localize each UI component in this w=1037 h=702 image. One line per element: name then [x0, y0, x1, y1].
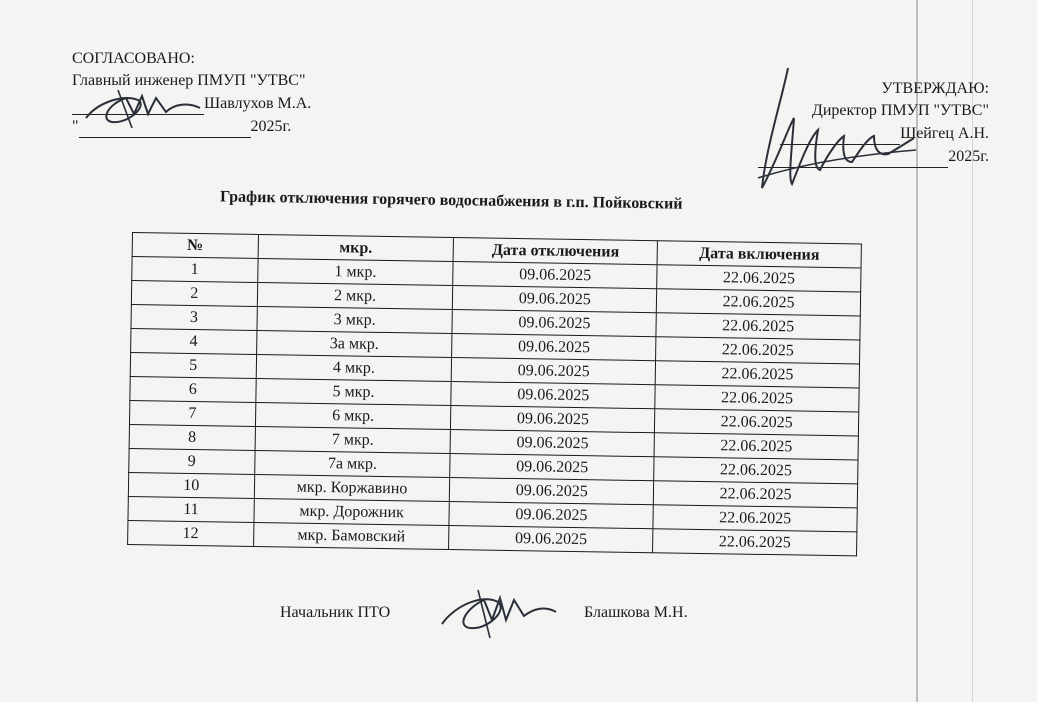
row-district: 2 мкр. [257, 282, 453, 309]
signature-left-image [78, 84, 208, 134]
approval-left-position: Главный инженер ПМУП "УТВС" [72, 72, 306, 89]
header-number: № [132, 233, 258, 259]
approval-left-year: 2025г. [250, 118, 292, 135]
row-on-date: 22.06.2025 [657, 265, 861, 292]
schedule-table [127, 232, 862, 556]
row-off-date: 09.06.2025 [452, 358, 656, 385]
header-district: мкр. [258, 234, 454, 261]
header-off-date: Дата отключения [453, 238, 657, 265]
row-off-date: 09.06.2025 [453, 262, 657, 289]
row-number: 11 [128, 496, 254, 522]
row-district: 7 мкр. [255, 426, 451, 453]
approval-left-date-quote: " [72, 118, 79, 135]
row-on-date: 22.06.2025 [655, 361, 859, 388]
header-on-date: Дата включения [657, 241, 861, 268]
row-on-date: 22.06.2025 [654, 457, 858, 484]
row-off-date: 09.06.2025 [450, 478, 654, 505]
row-off-date: 09.06.2025 [449, 502, 653, 529]
row-off-date: 09.06.2025 [449, 526, 653, 553]
row-district: 7а мкр. [254, 450, 450, 477]
approval-right-name: Шейгец А.Н. [900, 125, 989, 142]
row-number: 4 [131, 328, 257, 354]
signature-footer-image [432, 584, 562, 644]
row-number: 6 [130, 376, 256, 402]
row-off-date: 09.06.2025 [451, 406, 655, 433]
row-district: мкр. Бамовский [253, 522, 449, 549]
row-off-date: 09.06.2025 [452, 310, 656, 337]
footer-position: Начальник ПТО [280, 604, 391, 621]
schedule-table-wrap [127, 232, 862, 556]
row-district: 6 мкр. [255, 402, 451, 429]
row-on-date: 22.06.2025 [656, 289, 860, 316]
row-district: 5 мкр. [256, 378, 452, 405]
row-on-date: 22.06.2025 [653, 529, 857, 556]
row-district: 3 мкр. [257, 306, 453, 333]
row-number: 1 [132, 257, 258, 283]
table-body [128, 257, 861, 556]
row-on-date: 22.06.2025 [653, 505, 857, 532]
row-number: 5 [130, 352, 256, 378]
row-district: 1 мкр. [257, 258, 453, 285]
row-district: мкр. Дорожник [254, 498, 450, 525]
approval-left-heading: СОГЛАСОВАНО: [72, 50, 195, 67]
signature-right-image [748, 58, 918, 198]
approval-right-year: 2025г. [948, 148, 989, 165]
footer-name: Блашкова М.Н. [584, 604, 688, 621]
row-district: 4 мкр. [256, 354, 452, 381]
row-off-date: 09.06.2025 [450, 430, 654, 457]
row-number: 9 [129, 448, 255, 474]
row-number: 12 [128, 520, 254, 546]
row-on-date: 22.06.2025 [655, 409, 859, 436]
row-on-date: 22.06.2025 [653, 481, 857, 508]
approval-right-heading: УТВЕРЖДАЮ: [881, 80, 989, 97]
row-number: 8 [129, 424, 255, 450]
row-number: 10 [128, 472, 254, 498]
approval-right-position: Директор ПМУП "УТВС" [811, 102, 989, 119]
row-off-date: 09.06.2025 [451, 382, 655, 409]
row-off-date: 09.06.2025 [452, 334, 656, 361]
document-title: График отключения горячего водоснабжения в г.п. Пойковский [219, 188, 683, 213]
row-on-date: 22.06.2025 [655, 385, 859, 412]
row-on-date: 22.06.2025 [656, 337, 860, 364]
row-on-date: 22.06.2025 [654, 433, 858, 460]
row-off-date: 09.06.2025 [453, 286, 657, 313]
row-number: 2 [131, 281, 257, 307]
approval-left-name: Шавлухов М.А. [204, 95, 312, 112]
row-district: 3а мкр. [256, 330, 452, 357]
row-on-date: 22.06.2025 [656, 313, 860, 340]
row-district: мкр. Коржавино [254, 474, 450, 501]
row-number: 7 [129, 400, 255, 426]
row-off-date: 09.06.2025 [450, 454, 654, 481]
row-number: 3 [131, 304, 257, 330]
